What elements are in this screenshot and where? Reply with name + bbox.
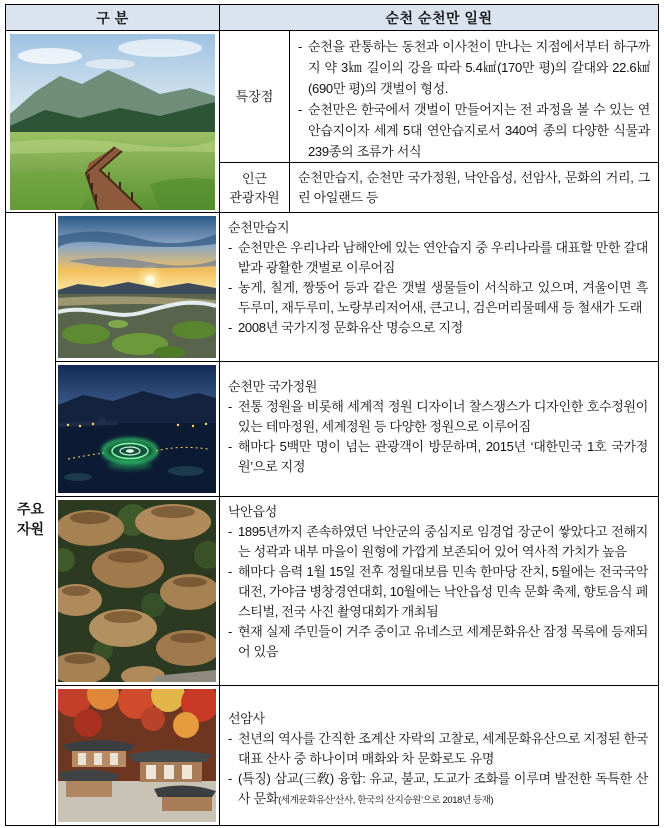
section-bullet: - 천년의 역사를 간직한 조계산 자락의 고찰로, 세계문화유산으로 지정된 한국 대표 산사 중 하나이며 매화와 차 문화로도 유명	[228, 729, 648, 769]
wetland-boardwalk-photo	[10, 34, 215, 210]
main-resources-label-cell	[6, 213, 56, 826]
header-title: 순천 순천만 일원	[385, 9, 493, 26]
night-garden-photo	[58, 365, 216, 493]
section-title: 순천만 국가정원	[228, 379, 318, 394]
section-title: 순천만습지	[228, 220, 290, 235]
feature-item: - 순천을 관통하는 동천과 이사천이 만나는 지점에서부터 하구까지 약 3㎞ 길이의 강을 따라 5.4㎢(170만 평)의 갈대와 22.6㎢(690만 평)의 갯벌이 형성.	[298, 36, 650, 99]
glowing-garden	[104, 440, 156, 470]
section-bullet: - 전통 정원을 비롯해 세계적 정원 디자이너 찰스쟁스가 디자인한 호수정원이 있는 테마정원, 세계정원 등 다양한 정원으로 이루어짐	[228, 397, 648, 437]
section-3-content	[220, 497, 659, 686]
nearby-label-line2: 관광자원	[229, 189, 280, 205]
section-bullet: - 1895년까지 존속하였던 낙안군의 중심지로 임경업 장군이 쌓았다고 전해지는 성곽과 내부 마을이 원형에 가깝게 보존되어 있어 역사적 가치가 높음	[228, 522, 648, 562]
section-bullet: - 순천만은 우리나라 남해안에 있는 연안습지 중 우리나라를 대표할 만한 갈대밭과 광활한 갯벌로 이루어짐	[228, 238, 648, 278]
wetland-sunset-photo	[58, 216, 216, 358]
section-2-photo-cell	[56, 362, 220, 497]
feature-item: - 순천만은 한국에서 갯벌이 만들어지는 전 과정을 볼 수 있는 연안습지이자 세계 5대 연안습지로서 340여 종의 다양한 식물과 239종의 조류가 서식	[298, 99, 650, 162]
header-category-cell	[6, 5, 220, 31]
section-4-content	[220, 686, 659, 826]
dark-hills	[58, 391, 216, 427]
registration-note: (세계문화유산‘산사, 한국의 산지승원’으로 2018년 등재)	[278, 795, 494, 806]
info-table	[5, 4, 659, 826]
main-label-line1: 주요	[16, 501, 45, 517]
section-bullet: - 농게, 칠게, 짱뚱어 등과 같은 갯벌 생물들이 서식하고 있으며, 겨울이면 흑두루미, 재두루미, 노랑부리저어새, 큰고니, 검은머리물떼새 등 철새가 도래	[228, 278, 648, 318]
header-category-label: 구 분	[96, 9, 129, 26]
nearby-label-cell	[220, 163, 290, 213]
thatched-village-photo	[58, 500, 216, 682]
section-bullet: - 해마다 5백만 명이 넘는 관광객이 방문하며, 2015년 ‘대한민국 1호 국가정원’으로 지정	[228, 437, 648, 477]
nearby-label-line1: 인근	[241, 170, 268, 186]
section-title: 낙안읍성	[228, 504, 278, 519]
main-label-line2: 자원	[16, 521, 45, 537]
section-3-photo-cell	[56, 497, 220, 686]
overview-photo-cell	[6, 31, 220, 213]
header-title-cell	[220, 5, 659, 31]
nearby-content	[290, 163, 659, 213]
section-2-content	[220, 362, 659, 497]
section-bullet	[228, 769, 648, 811]
section-1-content	[220, 213, 659, 362]
section-bullet-text: (특징) 삼교(三敎) 융합: 유교, 불교, 도교가 조화를 이루며 발전한 독특한 산사 문화	[238, 771, 648, 806]
section-bullet: - 2008년 국가지정 문화유산 명승으로 지정	[228, 318, 648, 338]
features-label-cell	[220, 31, 290, 163]
section-bullet: - 해마다 음력 1월 15일 전후 정월대보름 민속 한마당 잔치, 5월에는 전국국악대전, 가야금 병창경연대회, 10월에는 낙안읍성 민속 문화 축제, 향토음식 페스티벌, 전국 사진 촬영대회가 개최됨	[228, 562, 648, 622]
temple-photo	[58, 689, 216, 822]
features-content	[290, 31, 659, 163]
section-4-photo-cell	[56, 686, 220, 826]
section-1-photo-cell	[56, 213, 220, 362]
section-title: 선암사	[228, 711, 265, 726]
section-bullet: - 현재 실제 주민들이 거주 중이고 유네스코 세계문화유산 잠정 목록에 등재되어 있음	[228, 622, 648, 662]
features-label: 특장점	[235, 89, 274, 104]
nearby-text: 순천만습지, 순천만 국가정원, 낙안읍성, 선암사, 문화의 거리, 그린 아일랜드 등	[298, 170, 650, 205]
